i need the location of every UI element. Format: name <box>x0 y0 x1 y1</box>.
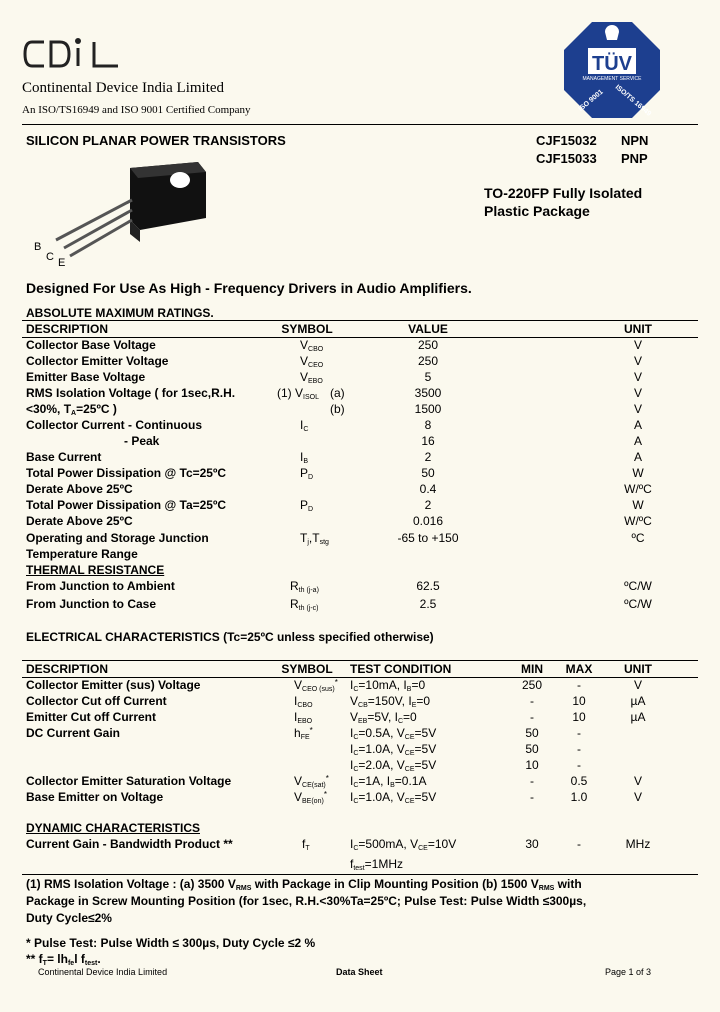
footer-company: Continental Device India Limited <box>38 967 168 977</box>
tc-1: I <box>350 726 354 740</box>
elec-row <box>0 742 720 758</box>
row-test-condition <box>350 774 426 789</box>
dynamic-unit: MHz <box>625 837 651 851</box>
row-symbol-sub: th (j-c) <box>298 605 319 612</box>
row-symbol <box>294 678 338 693</box>
abs-max-row <box>0 466 720 482</box>
pin-c-label: C <box>46 251 54 263</box>
company-name: Continental Device India Limited <box>22 80 225 96</box>
elec-col-symbol: SYMBOL <box>281 662 333 676</box>
elec-row <box>0 694 720 710</box>
row-value: 2 <box>424 450 432 464</box>
row-max: - <box>577 742 581 756</box>
row-symbol <box>300 531 329 546</box>
row-description-text: <30%, T <box>26 402 72 416</box>
elec-col-min: MIN <box>521 662 543 676</box>
row-description <box>26 370 145 384</box>
row-unit: ºC/W <box>624 597 652 611</box>
row-symbol-sub: D <box>308 506 314 513</box>
tuv-text: TÜV <box>592 53 632 75</box>
tuv-certification-badge <box>562 20 662 120</box>
row-symbol-main: R <box>290 579 299 593</box>
tc-1: I <box>350 790 354 804</box>
row-description-text: Temperature Range <box>26 547 138 561</box>
row-description: Base Emitter on Voltage <box>26 790 164 804</box>
row-description <box>26 514 133 528</box>
polarity-npn: NPN <box>621 133 649 148</box>
row-symbol <box>294 790 327 805</box>
abs-max-row <box>0 354 720 370</box>
row-max: - <box>577 758 581 772</box>
abs-max-row <box>0 418 720 434</box>
tc-2-sub: C <box>397 718 404 725</box>
row-description <box>26 498 226 512</box>
designed-for-heading: Designed For Use As High - Frequency Drivers in Audio Amplifiers. <box>26 280 472 296</box>
elec-row <box>0 710 720 726</box>
row-description <box>26 338 156 352</box>
dynamic-row-2 <box>0 857 720 873</box>
elec-col-test: TEST CONDITION <box>350 662 452 676</box>
elec-header <box>0 662 720 678</box>
tc-1: I <box>350 758 354 772</box>
tc-3: =0.1A <box>394 774 427 788</box>
tc-1-sub: C <box>353 686 359 693</box>
row-symbol-main: V <box>294 774 303 788</box>
tc-1: I <box>350 678 354 692</box>
dynamic-test-freq: $f_{test}=1MHz$ <box>350 857 403 872</box>
row-description-text: Collector Emitter Voltage <box>26 354 169 368</box>
row-symbol-main: I <box>300 450 304 464</box>
row-description-text: Derate Above 25ºC <box>26 514 133 528</box>
row-max: 1.0 <box>570 790 588 804</box>
row-value: 62.5 <box>416 579 440 593</box>
row-symbol <box>294 726 313 741</box>
row-description <box>26 386 235 400</box>
abs-max-top-rule <box>22 320 698 321</box>
row-symbol-main: I <box>300 418 304 432</box>
row-symbol-star: * <box>309 726 313 735</box>
row-symbol-main: T <box>300 531 308 545</box>
abs-max-row <box>0 547 720 563</box>
row-symbol-sub: CBO <box>297 702 313 709</box>
notes-rule <box>22 874 698 875</box>
row-min: 10 <box>525 758 539 772</box>
row-symbol-sub: EBO <box>297 718 313 725</box>
row-value: 50 <box>421 466 435 480</box>
pin-b-label: B <box>34 241 42 253</box>
note-1-line-2: Package in Screw Mounting Position (for 1sec, R.H.<30%Ta=25ºC; Pulse Test: Pulse Width ≤300µs, <box>26 894 587 908</box>
row-symbol <box>290 597 319 612</box>
row-description-text: Emitter Base Voltage <box>26 370 146 384</box>
dynamic-min: 30 <box>525 837 539 851</box>
row-symbol-main: R <box>290 597 299 611</box>
row-description-text: Total Power Dissipation @ Tc=25ºC <box>26 466 227 480</box>
row-symbol-main-2: ,T <box>308 531 320 545</box>
row-description-tail: =25ºC ) <box>76 402 117 416</box>
row-symbol <box>294 710 312 725</box>
elec-row <box>0 774 720 790</box>
row-symbol <box>277 386 319 401</box>
row-description: DC Current Gain <box>26 726 121 740</box>
row-symbol-sub: BE(on) <box>302 798 324 805</box>
row-value: 250 <box>417 338 439 352</box>
row-symbol-main: (1) V <box>277 386 304 400</box>
row-unit: V <box>633 774 643 788</box>
row-max: - <box>577 678 581 692</box>
row-symbol-variant: (b) <box>330 402 345 416</box>
row-unit: A <box>633 418 643 432</box>
row-max: 0.5 <box>570 774 588 788</box>
row-description-sub: A <box>71 410 77 417</box>
part-number-pnp: CJF15033 <box>536 151 597 166</box>
row-test-condition <box>350 694 430 709</box>
tuv-band: MANAGEMENT SERVICE <box>582 76 642 82</box>
abs-max-row <box>0 370 720 386</box>
row-unit: µA <box>630 694 646 708</box>
row-unit: V <box>633 790 643 804</box>
row-description-text: RMS Isolation Voltage ( for 1sec,R.H. <box>26 386 236 400</box>
tc-2: =0.5A, V <box>358 726 405 740</box>
row-min: - <box>530 694 534 708</box>
row-symbol-main: P <box>300 498 309 512</box>
row-symbol-sub: CEO <box>308 362 324 369</box>
row-min: - <box>530 710 534 724</box>
elec-col-max: MAX <box>565 662 593 676</box>
tc-1-sub: C <box>353 782 359 789</box>
row-symbol-star: * <box>325 774 329 783</box>
dynamic-row <box>0 837 720 853</box>
elec-title: ELECTRICAL CHARACTERISTICS (Tc=25ºC unless specified otherwise) <box>26 630 434 644</box>
row-symbol-sub: EBO <box>308 378 323 385</box>
abs-max-row <box>0 482 720 498</box>
row-test-condition <box>350 790 436 805</box>
elec-row <box>0 678 720 694</box>
abs-max-row <box>0 434 720 450</box>
dynamic-desc: Current Gain - Bandwidth Product ** <box>26 837 233 851</box>
row-description: Emitter Cut off Current <box>26 710 156 724</box>
company-cert-line: An ISO/TS16949 and ISO 9001 Certified Company <box>22 104 251 116</box>
tc-3: =0 <box>411 678 426 692</box>
row-test-condition <box>350 742 436 757</box>
row-description: From Junction to Ambient <box>26 579 175 593</box>
abs-max-row <box>0 498 720 514</box>
row-unit: V <box>633 386 643 400</box>
note-pulse-test: * Pulse Test: Pulse Width ≤ 300µs, Duty Cycle ≤2 % <box>26 936 316 950</box>
row-symbol-main: I <box>294 694 298 708</box>
row-min: - <box>530 790 534 804</box>
elec-top-rule <box>22 660 698 661</box>
abs-max-title: ABSOLUTE MAXIMUM RATINGS. <box>26 306 214 320</box>
row-description <box>26 450 101 464</box>
row-symbol-sub: th (j-a) <box>298 587 319 594</box>
tc-3: =5V <box>414 758 437 772</box>
to220fp-package-image <box>30 160 220 270</box>
tc-2: =1.0A, V <box>358 790 405 804</box>
row-description: From Junction to Case <box>26 597 157 611</box>
row-symbol-sub: FE <box>300 734 310 741</box>
col-unit: UNIT <box>624 322 652 336</box>
row-value: 5 <box>424 370 432 384</box>
row-description <box>26 354 168 368</box>
row-value: 2.5 <box>419 597 437 611</box>
part-number-npn: CJF15032 <box>536 133 597 148</box>
elec-row <box>0 790 720 806</box>
row-test-condition <box>350 710 417 725</box>
row-description <box>26 466 226 480</box>
row-unit: ºC <box>631 531 645 545</box>
tc-2: =1A, I <box>358 774 391 788</box>
row-symbol-main: V <box>294 790 303 804</box>
row-symbol-sub: B <box>303 458 309 465</box>
row-symbol-main: V <box>300 338 309 352</box>
tc-2: =10mA, I <box>358 678 407 692</box>
row-symbol <box>294 694 313 709</box>
row-unit: W <box>632 498 644 512</box>
row-test-condition <box>350 678 425 693</box>
tc-1-sub: C <box>353 734 359 741</box>
row-value: -65 to +150 <box>397 531 459 545</box>
abs-max-row <box>0 531 720 547</box>
tuv-ts: ISO/TS 16949 <box>613 83 653 118</box>
row-unit: W/ºC <box>624 482 652 496</box>
row-description <box>26 531 209 545</box>
row-unit: V <box>633 370 643 384</box>
row-description-text: Base Current <box>26 450 102 464</box>
row-symbol <box>300 338 323 353</box>
row-symbol-variant: (a) <box>330 386 345 400</box>
tc-2: =5V, I <box>367 710 398 724</box>
row-description: Collector Emitter Saturation Voltage <box>26 774 232 788</box>
row-unit: A <box>633 450 643 464</box>
row-test-condition <box>350 758 436 773</box>
tc-3: =0 <box>416 694 431 708</box>
row-max: - <box>577 726 581 740</box>
row-description: Collector Cut off Current <box>26 694 167 708</box>
thermal-row <box>0 579 720 595</box>
abs-max-header <box>0 322 720 338</box>
row-symbol-sub: C <box>303 426 309 433</box>
row-value: 8 <box>424 418 432 432</box>
row-unit: V <box>633 402 643 416</box>
row-value: 16 <box>421 434 435 448</box>
polarity-pnp: PNP <box>621 151 648 166</box>
row-description <box>26 547 138 561</box>
row-symbol-sub: D <box>308 474 314 481</box>
row-description <box>26 418 202 432</box>
row-description-text: - Peak <box>124 434 160 448</box>
row-symbol-main: V <box>294 678 303 692</box>
dynamic-symbol: $f_T$ <box>302 837 310 852</box>
row-description <box>124 434 159 448</box>
tc-1: I <box>350 774 354 788</box>
thermal-title: THERMAL RESISTANCE <box>26 563 165 577</box>
tc-3: =5V <box>414 790 437 804</box>
tc-2-sub: CE <box>404 798 415 805</box>
dynamic-max: - <box>577 837 581 851</box>
tc-1: V <box>350 694 359 708</box>
tc-2-sub: CE <box>404 750 415 757</box>
tc-2: =1.0A, V <box>358 742 405 756</box>
row-symbol-main: V <box>300 354 309 368</box>
page-title: SILICON PLANAR POWER TRANSISTORS <box>26 133 286 148</box>
col-symbol: SYMBOL <box>281 322 333 336</box>
row-test-condition <box>350 726 436 741</box>
note-ft: ** $f_T= lh_{fe}l$ $f_{test}$. <box>26 952 101 967</box>
row-description <box>26 402 117 417</box>
tc-3: =0 <box>403 710 417 724</box>
row-symbol <box>300 418 308 433</box>
package-line-2: Plastic Package <box>484 203 590 219</box>
abs-max-row <box>0 338 720 354</box>
row-symbol-main: V <box>300 370 309 384</box>
tc-3: =5V <box>414 742 437 756</box>
note-1-line-1: (1) RMS Isolation Voltage : (a) 3500 $V_{RMS}$ with Package in Clip Mounting Position (b) 1500 $V_{RMS}$ with <box>26 877 582 892</box>
elec-row <box>0 726 720 742</box>
col-description: DESCRIPTION <box>26 322 109 336</box>
row-symbol-sub: CBO <box>308 346 324 353</box>
tc-3: =5V <box>414 726 437 740</box>
row-unit: W/ºC <box>624 514 652 528</box>
tc-1-sub: EB <box>358 718 368 725</box>
row-description-text: Collector Base Voltage <box>26 338 156 352</box>
footer-doc-type: Data Sheet <box>336 967 383 977</box>
row-max: 10 <box>572 694 586 708</box>
elec-col-unit: UNIT <box>624 662 652 676</box>
footer-page: Page 1 of 3 <box>605 967 652 977</box>
row-symbol <box>300 354 323 369</box>
row-description-text: Collector Current - Continuous <box>26 418 202 432</box>
row-symbol <box>294 774 329 789</box>
tc-2-sub: B <box>406 686 412 693</box>
row-description: Collector Emitter (sus) Voltage <box>26 678 201 692</box>
tc-1-sub: C <box>353 750 359 757</box>
row-min: 50 <box>525 726 539 740</box>
row-symbol-star: * <box>323 790 327 799</box>
tc-1: I <box>350 742 354 756</box>
row-symbol <box>300 498 313 513</box>
tc-2: =150V, I <box>367 694 412 708</box>
dynamic-title: DYNAMIC CHARACTERISTICS <box>26 821 200 835</box>
row-value: 0.016 <box>412 514 444 528</box>
row-unit: W <box>632 466 644 480</box>
tc-1-sub: CB <box>358 702 368 709</box>
tc-1-sub: C <box>353 798 359 805</box>
row-description <box>26 482 133 496</box>
row-value: 2 <box>424 498 432 512</box>
tc-1: V <box>350 710 359 724</box>
abs-max-row <box>0 402 720 418</box>
row-symbol-main: P <box>300 466 309 480</box>
row-min: 250 <box>521 678 543 692</box>
elec-col-description: DESCRIPTION <box>26 662 109 676</box>
row-symbol-sub: CE(sat) <box>302 782 326 789</box>
pin-e-label: E <box>58 257 66 269</box>
row-unit: A <box>633 434 643 448</box>
tc-2-sub: B <box>390 782 395 789</box>
row-symbol <box>300 466 313 481</box>
abs-max-row <box>0 386 720 402</box>
row-value: 3500 <box>414 386 442 400</box>
tc-2-sub: CE <box>404 734 415 741</box>
row-value: 1500 <box>414 402 442 416</box>
row-symbol <box>300 370 323 385</box>
tc-2: =2.0A, V <box>358 758 405 772</box>
tc-1-sub: C <box>353 766 359 773</box>
row-unit: µA <box>630 710 646 724</box>
row-min: - <box>530 774 534 788</box>
row-symbol-main: h <box>294 726 301 740</box>
row-value: 250 <box>417 354 439 368</box>
row-symbol-sub-2: stg <box>319 539 329 546</box>
abs-max-row <box>0 514 720 530</box>
row-symbol <box>300 450 308 465</box>
tc-2-sub: E <box>411 702 417 709</box>
row-unit: V <box>633 678 643 692</box>
row-symbol-sub: ISOL <box>303 394 319 401</box>
package-line-1: TO-220FP Fully Isolated <box>484 185 643 201</box>
row-description-text: Operating and Storage Junction <box>26 531 209 545</box>
row-unit: V <box>633 338 643 352</box>
cdil-logo <box>22 36 122 72</box>
row-symbol <box>290 579 319 594</box>
col-value: VALUE <box>408 322 448 336</box>
row-symbol-main: I <box>294 710 298 724</box>
row-symbol-sub: j <box>307 539 309 546</box>
row-min: 50 <box>525 742 539 756</box>
row-value: 0.4 <box>419 482 437 496</box>
dynamic-test: $I_C=500mA$, $V_{CE}=10V$ <box>350 837 457 852</box>
row-unit: V <box>633 354 643 368</box>
header-divider <box>22 124 698 125</box>
row-symbol-star: * <box>334 678 338 687</box>
note-1-line-3: Duty Cycle≤2% <box>26 911 112 925</box>
tc-2-sub: CE <box>404 766 415 773</box>
row-description-text: Total Power Dissipation @ Ta=25ºC <box>26 498 227 512</box>
abs-max-row <box>0 450 720 466</box>
row-description-text: Derate Above 25ºC <box>26 482 133 496</box>
row-unit: ºC/W <box>624 579 652 593</box>
thermal-row <box>0 597 720 613</box>
row-symbol-sub: CEO (sus) <box>302 686 335 693</box>
tuv-iso: ISO 9001 <box>577 88 605 114</box>
row-max: 10 <box>572 710 586 724</box>
elec-row <box>0 758 720 774</box>
